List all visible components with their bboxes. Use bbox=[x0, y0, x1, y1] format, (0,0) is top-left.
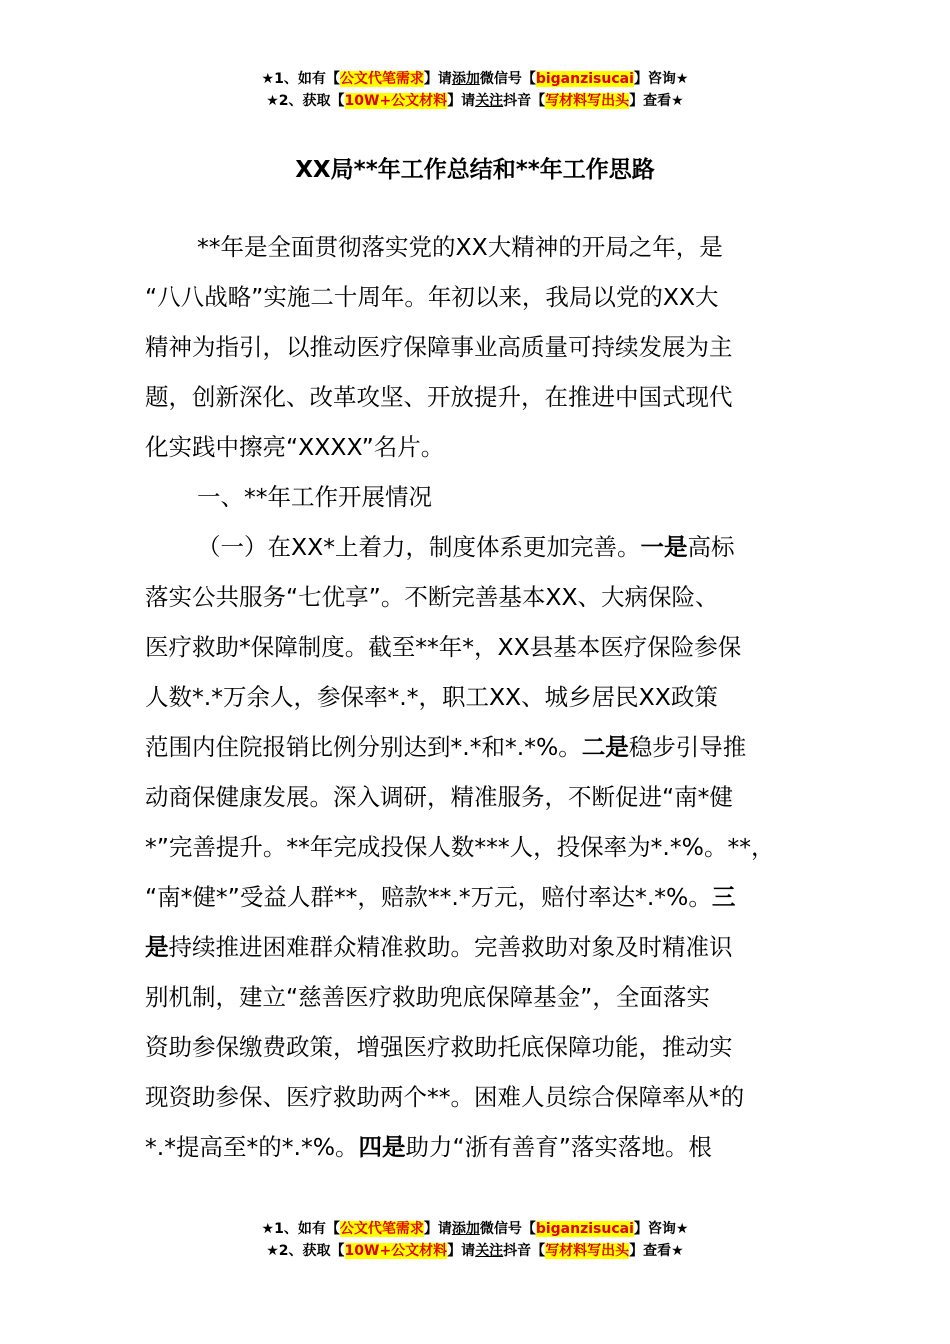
highlight-text: biganzisucai bbox=[535, 71, 634, 87]
text-line bbox=[145, 872, 830, 922]
underlined-text: 添加 bbox=[451, 71, 480, 87]
highlight-text: 公文代笔需求 bbox=[339, 71, 424, 87]
bold-marker: 是 bbox=[145, 933, 169, 961]
banner-line-1 bbox=[0, 1218, 950, 1240]
top-banner bbox=[0, 68, 950, 112]
banner-text: 】查看★ bbox=[629, 1243, 684, 1259]
text-line: 落实公共服务“七优享”。不断完善基本XX、大病保险、 bbox=[145, 583, 719, 611]
text-line: 动商保健康发展。深入调研，精准服务，不断促进“南*健 bbox=[145, 783, 733, 811]
text-line: *”完善提升。**年完成投保人数***人，投保率为*.*%。**， bbox=[145, 833, 775, 861]
text-line: 别机制，建立“慈善医疗救助兜底保障基金”，全面落实 bbox=[145, 983, 710, 1011]
banner-text: 】请 bbox=[447, 1243, 476, 1259]
banner-text: 】咨询★ bbox=[633, 71, 689, 87]
highlight-text: 写材料写出头 bbox=[545, 1243, 630, 1259]
banner-text: 微信号【 bbox=[479, 1221, 536, 1237]
banner-line-2 bbox=[0, 90, 950, 112]
text-line: 医疗救助*保障制度。截至**年*，XX县基本医疗保险参保 bbox=[145, 633, 742, 661]
text-run: 稳步引导推 bbox=[628, 733, 747, 761]
text-line: 人数*.*万余人，参保率*.*，职工XX、城乡居民XX政策 bbox=[145, 683, 718, 711]
highlight-text: biganzisucai bbox=[535, 1221, 634, 1237]
text-run: 高标 bbox=[687, 533, 735, 561]
banner-text: ★1、如有【 bbox=[261, 71, 340, 87]
banner-text: ★2、获取【 bbox=[266, 1243, 345, 1259]
text-run: 助力“浙有善育”落实落地。根 bbox=[405, 1133, 712, 1161]
banner-text: 抖音【 bbox=[503, 93, 546, 109]
text-run: “南*健*”受益人群**，赔款**.*万元，赔付率达*.*%。 bbox=[145, 883, 712, 911]
highlight-text: 10W+公文材料 bbox=[344, 1243, 448, 1259]
underlined-text: 添加 bbox=[451, 1221, 480, 1237]
underlined-text: 关注 bbox=[475, 1243, 504, 1259]
document-body bbox=[145, 222, 830, 1172]
banner-text: 】请 bbox=[423, 1221, 452, 1237]
bold-marker: 四是 bbox=[358, 1133, 406, 1161]
text-line: **年是全面贯彻落实党的XX大精神的开局之年，是 bbox=[197, 233, 723, 261]
highlight-text: 10W+公文材料 bbox=[344, 93, 448, 109]
intro-paragraph bbox=[145, 222, 830, 472]
document-title: XX局**年工作总结和**年工作思路 bbox=[295, 157, 655, 183]
banner-text: ★2、获取【 bbox=[266, 93, 345, 109]
banner-text: ★1、如有【 bbox=[261, 1221, 340, 1237]
highlight-text: 公文代笔需求 bbox=[339, 1221, 424, 1237]
text-line bbox=[145, 1122, 830, 1172]
banner-text: 抖音【 bbox=[503, 1243, 546, 1259]
bold-marker: 一是 bbox=[640, 533, 688, 561]
text-line bbox=[145, 922, 830, 972]
text-line: 现资助参保、医疗救助两个**。困难人员综合保障率从*的 bbox=[145, 1083, 745, 1111]
text-line: “八八战略”实施二十周年。年初以来，我局以党的XX大 bbox=[145, 283, 719, 311]
banner-text: 】请 bbox=[423, 71, 452, 87]
text-line: 资助参保缴费政策，增强医疗救助托底保障功能，推动实 bbox=[145, 1033, 733, 1061]
banner-text: 】请 bbox=[447, 93, 476, 109]
text-line bbox=[145, 522, 830, 572]
banner-text: 】咨询★ bbox=[633, 1221, 689, 1237]
text-line: 题，创新深化、改革攻坚、开放提升，在推进中国式现代 bbox=[145, 383, 733, 411]
text-run: 范围内住院报销比例分别达到*.*和*.*%。 bbox=[145, 733, 582, 761]
bold-marker: 二是 bbox=[581, 733, 629, 761]
section-paragraph bbox=[145, 522, 830, 1172]
underlined-text: 关注 bbox=[475, 93, 504, 109]
banner-line-1 bbox=[0, 68, 950, 90]
banner-text: 】查看★ bbox=[629, 93, 684, 109]
bold-marker: 三 bbox=[711, 883, 736, 911]
text-line: 精神为指引，以推动医疗保障事业高质量可持续发展为主 bbox=[145, 333, 733, 361]
bottom-banner bbox=[0, 1218, 950, 1262]
section-heading bbox=[145, 472, 830, 522]
banner-line-2 bbox=[0, 1240, 950, 1262]
text-run: *.*提高至*的*.*%。 bbox=[145, 1133, 359, 1161]
banner-text: 微信号【 bbox=[479, 71, 536, 87]
text-run: 持续推进困难群众精准救助。完善救助对象及时精准识 bbox=[168, 933, 733, 961]
text-line: 一、**年工作开展情况 bbox=[197, 483, 432, 511]
highlight-text: 写材料写出头 bbox=[545, 93, 630, 109]
text-line: 化实践中擦亮“XXXX”名片。 bbox=[145, 433, 445, 461]
text-line bbox=[145, 722, 830, 772]
subheading-text: （一）在XX*上着力，制度体系更加完善。 bbox=[197, 533, 641, 561]
